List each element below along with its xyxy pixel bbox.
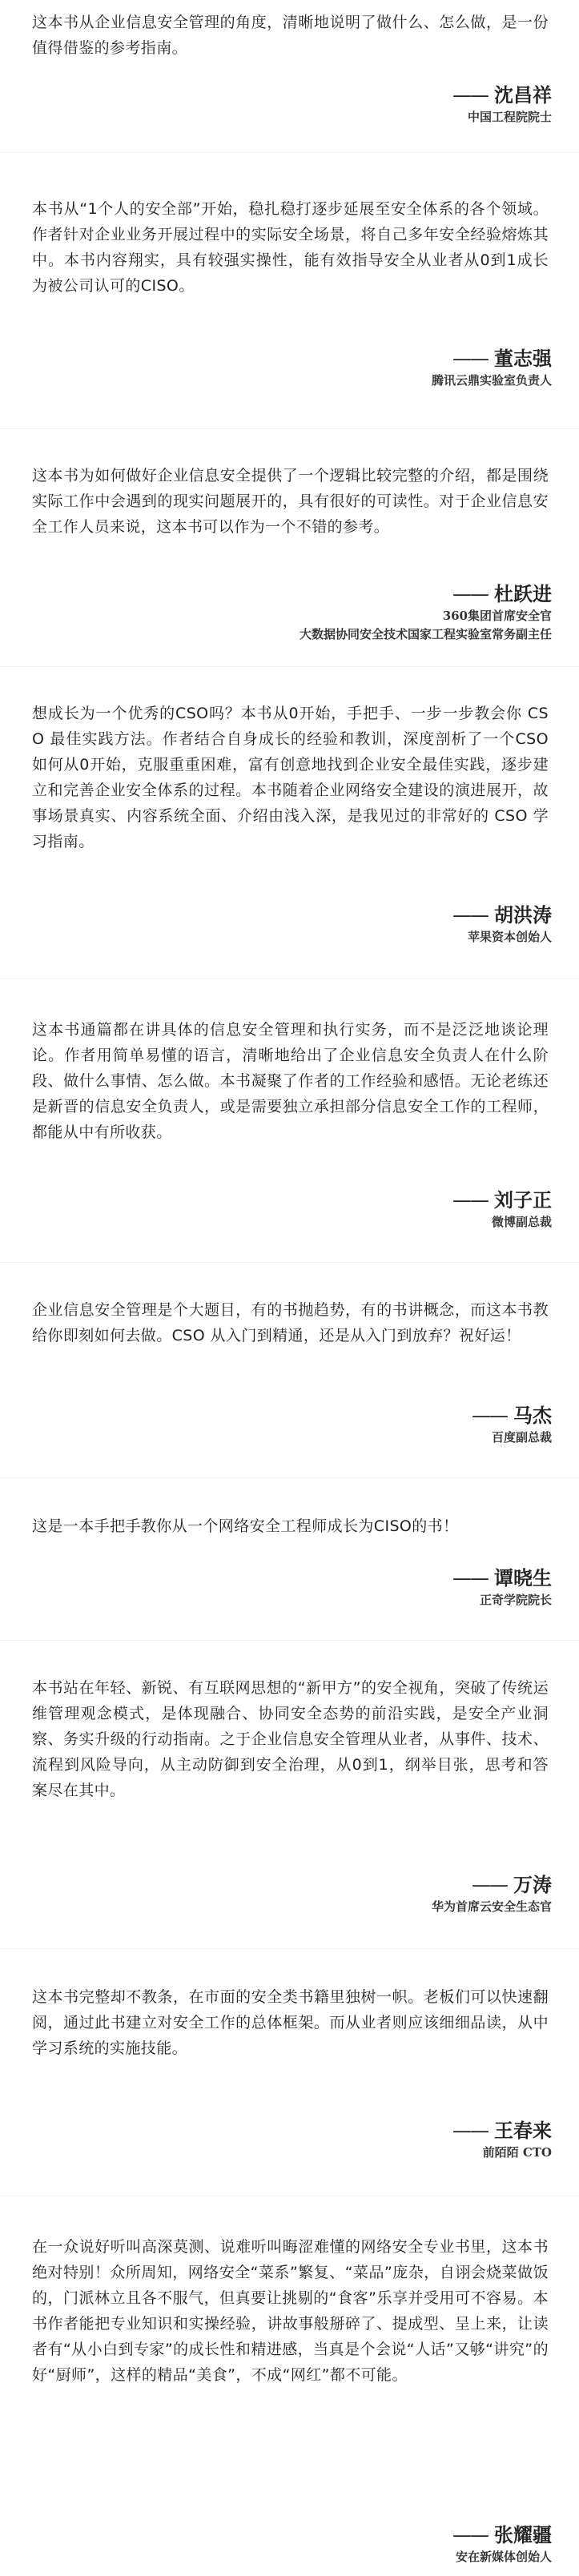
endorser-title: 中国工程院院士: [467, 110, 552, 124]
endorsement-10-signature: [452, 2522, 552, 2566]
endorsement-text: 这本书完整却不教条，在市面的安全类书籍里独树一帜。老板们可以快速翻阅，通过此书建立对安全工作的总体框架。而从业者则应该细细品读，从中学习系统的实施技能。: [32, 1988, 549, 2057]
endorser-name: —— 王春来: [452, 2120, 552, 2142]
endorsement-text: 这本书通篇都在讲具体的信息安全管理和执行实务，而不是泛泛地谈论理论。作者用简单易懂的语言，清晰地给出了企业信息安全负责人在什么阶段、做什么事情、怎么做。本书凝聚了作者的工作经验和感悟。无论老练还是新晋的信息安全负责人，或是需要独立承担部分信息安全工作的工程师，都能从中有所收获。: [32, 1021, 549, 1141]
endorsement-text: 这本书为如何做好企业信息安全提供了一个逻辑比较完整的介绍，都是围绕实际工作中会遇到的现实问题展开的，具有很好的可读性。对于企业信息安全工作人员来说，这本书可以作为一个不错的参考。: [32, 467, 549, 536]
endorsement-4: [32, 701, 549, 854]
endorsement-text: 在一众说好听叫高深莫测、说难听叫晦涩难懂的网络安全专业书里，这本书绝对特别！众所周知，网络安全“菜系”繁复、“菜品”庞杂，自诩会烧菜做饭的，门派林立且各不服气，但真要让挑剔的“食客”乐享并受用可不容易。本书作者能把专业知识和实操经验，讲故事般掰碎了、提成型、呈上来，让读者有“从小白到专家”的成长性和精进感，当真是个会说“人话”又够“讲究”的好“厨师”，这样的精品“美食”，不成“网红”都不可能。: [32, 2238, 549, 2384]
divider: [0, 428, 579, 429]
endorser-title: 正奇学院院长: [479, 1593, 552, 1607]
endorser-name: —— 刘子正: [452, 1189, 552, 1212]
endorser-name: —— 杜跃进: [452, 583, 552, 605]
endorser-name: —— 张耀疆: [452, 2524, 552, 2546]
endorser-name: —— 谭晓生: [452, 1567, 552, 1589]
divider: [0, 1477, 579, 1478]
endorser-title: 安在新媒体创始人: [455, 2550, 552, 2564]
endorsement-7-signature: [452, 1565, 552, 1609]
endorser-title: 前陌陌 CTO: [482, 2145, 552, 2160]
endorsement-text: 企业信息安全管理是个大题目，有的书抛趋势，有的书讲概念，而这本书教给你即刻如何去做。CSO 从入门到精通，还是从入门到放弃？祝好运！: [32, 1301, 549, 1344]
endorser-name: —— 万涛: [472, 1874, 552, 1896]
endorsement-9: [32, 1984, 549, 2061]
endorsement-1: [32, 10, 549, 61]
endorsement-text: 本书站在年轻、新锐、有互联网思想的“新甲方”的安全视角，突破了传统运维管理观念模式，是体现融合、协同安全态势的前沿实践，是安全产业洞察、务实升级的行动指南。之于企业信息安全管理从业者，从事件、技术、流程到风险导向，从主动防御到安全治理，从0到1，纲举目张，思考和答案尽在其中。: [32, 1679, 549, 1799]
endorsement-text: 这是一本手把手教你从一个网络安全工程师成长为CISO的书！: [32, 1517, 459, 1535]
endorser-title: 苹果资本创始人: [467, 930, 552, 944]
endorser-title: 微博副总裁: [491, 1215, 552, 1229]
endorser-name: —— 马杰: [472, 1405, 552, 1427]
divider: [0, 1262, 579, 1263]
endorsement-6-signature: [472, 1403, 552, 1447]
divider: [0, 666, 579, 667]
endorsement-text: 这本书从企业信息安全管理的角度，清晰地说明了做什么、怎么做，是一份值得借鉴的参考指南。: [32, 14, 549, 57]
endorser-title: 腾讯云鼎实验室负责人: [431, 373, 552, 388]
endorsement-10: [32, 2234, 549, 2388]
endorsement-1-signature: [452, 82, 552, 127]
endorsement-5: [32, 1017, 549, 1145]
endorsement-text: 想成长为一个优秀的CSO吗？本书从0开始，手把手、一步一步教会你 CSO 最佳实践方法。作者结合自身成长的经验和教训，深度剖析了一个CSO如何从0开始，克服重重困难，富有创意地找到企业安全最佳实践，逐步建立和完善企业安全体系的过程。本书随着企业网络安全建设的演进展开，故事场景真实、内容系统全面、介绍由浅入深，是我见过的非常好的 CSO 学习指南。: [32, 705, 549, 850]
endorsement-8: [32, 1675, 549, 1803]
endorser-name: —— 沈昌祥: [452, 84, 552, 106]
endorsement-5-signature: [452, 1188, 552, 1232]
endorsement-9-signature: [452, 2118, 552, 2162]
endorsement-8-signature: [432, 1872, 552, 1916]
divider: [0, 152, 579, 153]
endorser-title: 百度副总裁: [491, 1430, 552, 1445]
endorsement-3-signature: [300, 581, 552, 644]
endorsement-6: [32, 1297, 549, 1348]
endorsement-7: [32, 1513, 549, 1539]
divider: [0, 1640, 579, 1641]
endorser-name: —— 董志强: [452, 348, 552, 370]
endorser-title: 大数据协同安全技术国家工程实验室常务副主任: [299, 627, 552, 641]
endorsement-2-signature: [432, 346, 552, 390]
endorser-name: —— 胡洪涛: [452, 904, 552, 926]
endorsement-text: 本书从“1个人的安全部”开始，稳扎稳打逐步延展至安全体系的各个领域。作者针对企业业务开展过程中的实际安全场景，将自己多年安全经验熔炼其中。本书内容翔实，具有较强实操性，能有效指导安全从业者从0到1成长为被公司认可的CISO。: [32, 200, 549, 295]
endorsement-3: [32, 463, 549, 540]
endorsement-2: [32, 196, 549, 299]
endorser-title: 360集团首席安全官: [442, 609, 552, 623]
endorser-title: 华为首席云安全生态官: [431, 1899, 552, 1914]
divider: [0, 1948, 579, 1949]
endorsement-4-signature: [452, 902, 552, 946]
